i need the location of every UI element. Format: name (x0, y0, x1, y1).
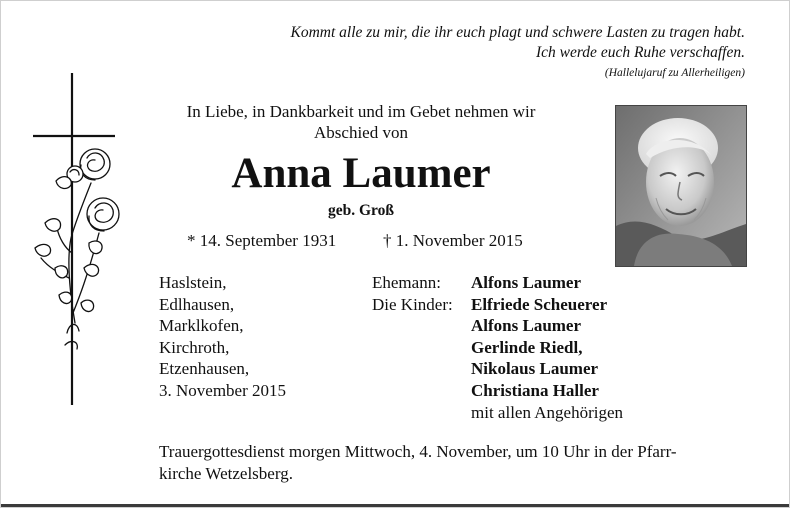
place-line: Kirchroth, (159, 337, 230, 357)
intro-line-2: Abschied von (314, 123, 408, 142)
cross-icon (29, 73, 125, 405)
service-line-1: Trauergottesdienst morgen Mittwoch, 4. November, um 10 Uhr in der Pfarr- (159, 442, 677, 461)
portrait-photo (615, 105, 747, 267)
funeral-service-info (159, 441, 751, 485)
relative-name: Nikolaus Laumer (471, 359, 599, 379)
bottom-rule (1, 504, 789, 507)
places-and-date (159, 272, 286, 402)
relative-name: Alfons Laumer (471, 273, 582, 292)
quote-line-2: Ich werde euch Ruhe verschaffen. (535, 44, 745, 61)
quote-source: (Hallelujaruf zu Allerheiligen) (604, 67, 745, 79)
relative-names (471, 272, 623, 423)
intro-line-1: In Liebe, in Dankbarkeit und im Gebet nehmen wir (186, 102, 536, 121)
announcement-date: 3. November 2015 (159, 380, 287, 400)
relative-name: Gerlinde Riedl, (471, 337, 583, 357)
relative-name: Alfons Laumer (471, 316, 582, 336)
portrait-image (616, 106, 746, 266)
label-children: Die Kinder: (372, 294, 453, 314)
birth-date: * 14. September 1931 (187, 231, 337, 250)
relative-labels (372, 272, 453, 315)
service-line-2: kirche Wetzelsberg. (159, 464, 293, 483)
farewell-intro (141, 101, 581, 143)
rose-branch-icon (35, 149, 119, 349)
quote-line-1: Kommt alle zu mir, die ihr euch plagt und schwere Lasten zu tragen habt. (290, 24, 745, 41)
cross-with-roses (29, 73, 125, 405)
relative-name: Elfriede Scheuerer (471, 294, 608, 314)
death-date: † 1. November 2015 (383, 231, 523, 250)
label-husband: Ehemann: (372, 273, 441, 292)
place-line: Haslstein, (159, 273, 227, 292)
birth-name: geb. Groß (327, 202, 395, 219)
place-line: Edlhausen, (159, 294, 235, 314)
deceased-name: Anna Laumer (231, 150, 491, 197)
place-line: Etzenhausen, (159, 359, 250, 379)
relative-name: Christiana Haller (471, 380, 599, 400)
relatives-closing: mit allen Angehörigen (471, 402, 624, 422)
bible-quote (290, 23, 745, 82)
place-line: Marklkofen, (159, 316, 244, 336)
